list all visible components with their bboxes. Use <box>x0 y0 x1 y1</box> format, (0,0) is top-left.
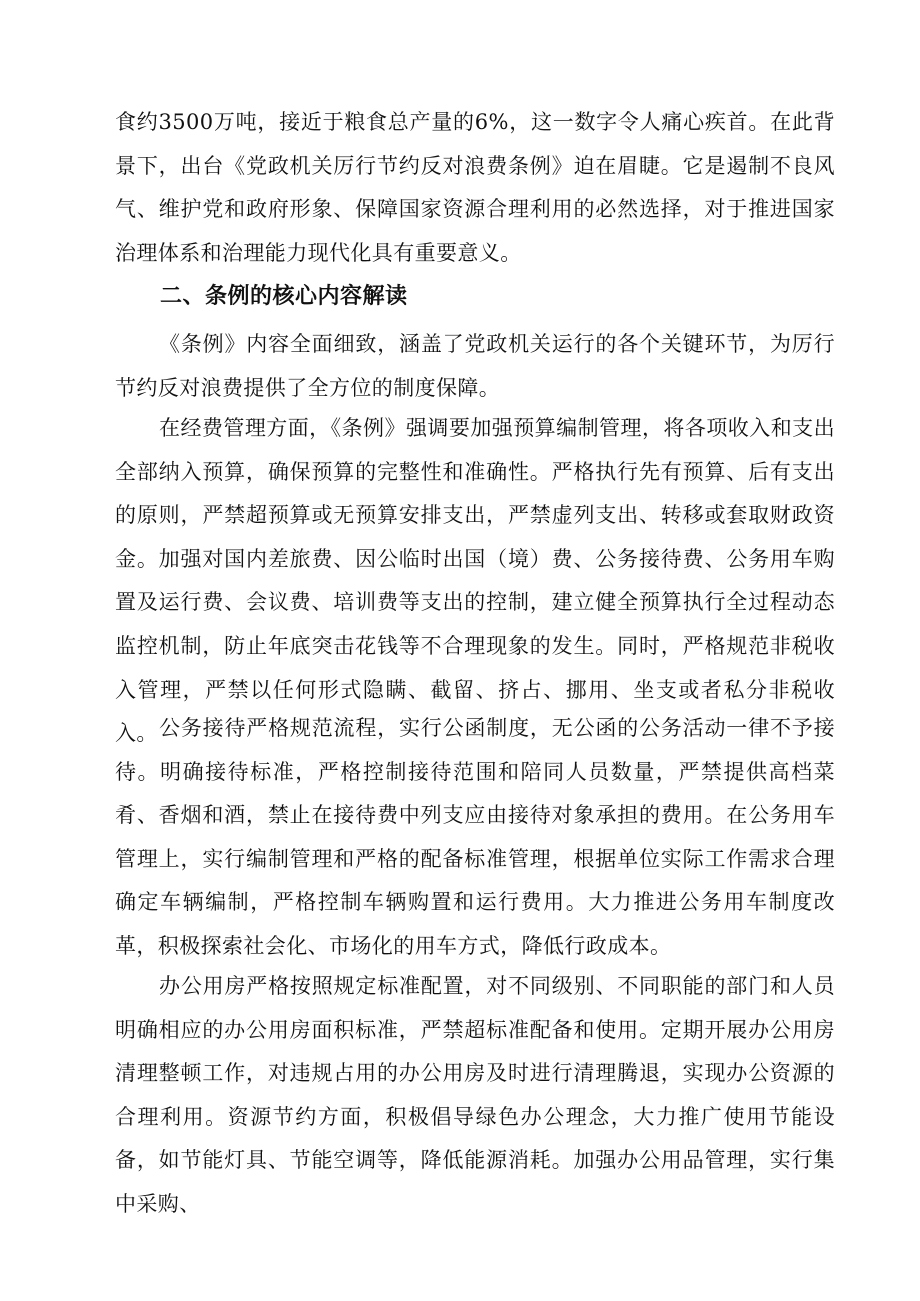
section-heading: 二、条例的核心内容解读 <box>160 284 408 309</box>
paragraph-overview: 《条例》内容全面细致，涵盖了党政机关运行的各个关键环节，为厉行节约反对浪费提供了全方位的制度保障。 <box>115 332 835 400</box>
paragraph-background-conclusion: 食约3500万吨，接近于粮食总产量的6%，这一数字令人痛心疾首。在此背景下，出台《党政机关厉行节约反对浪费条例》迫在眉睫。它是遏制不良风气、维护党和政府形象、保障国家资源合理利用的必然选择，对于推进国家治理体系和治理能力现代化具有重要意义。 <box>115 110 835 265</box>
paragraph-official-reception: 公务接待严格规范流程，实行公函制度，无公函的公务活动一律不予接待。明确接待标准，严格控制接待范围和陪同人员数量，严禁提供高档菜肴、香烟和酒，禁止在接待费中列支应由接待对象承担的费用。在公务用车管理上，实行编制管理和严格的配备标准管理，根据单位实际工作需求合理确定车辆编制，严格控制车辆购置和运行费用。大力推进公务用车制度改革，积极探索社会化、市场化的用车方式，降低行政成本。 <box>115 716 835 958</box>
paragraph-funding-management: 在经费管理方面，《条例》强调要加强预算编制管理，将各项收入和支出全部纳入预算，确保预算的完整性和准确性。严格执行先有预算、后有支出的原则，严禁超预算或无预算安排支出，严禁虚列支出、转移或套取财政资金。加强对国内差旅费、因公临时出国（境）费、公务接待费、公务用车购置及运行费、会议费、培训费等支出的控制，建立健全预算执行全过程动态监控机制，防止年底突击花钱等不合理现象的发生。同时，严格规范非税收入管理，严禁以任何形式隐瞒、截留、挤占、挪用、坐支或者私分非税收入。 <box>115 416 835 746</box>
paragraph-office-space: 办公用房严格按照规定标准配置，对不同级别、不同职能的部门和人员明确相应的办公用房面积标准，严禁超标准配备和使用。定期开展办公用房清理整顿工作，对违规占用的办公用房及时进行清理腾退，实现办公资源的合理利用。资源节约方面，积极倡导绿色办公理念，大力推广使用节能设备，如节能灯具、节能空调等，降低能源消耗。加强办公用品管理，实行集中采购、 <box>115 974 835 1216</box>
